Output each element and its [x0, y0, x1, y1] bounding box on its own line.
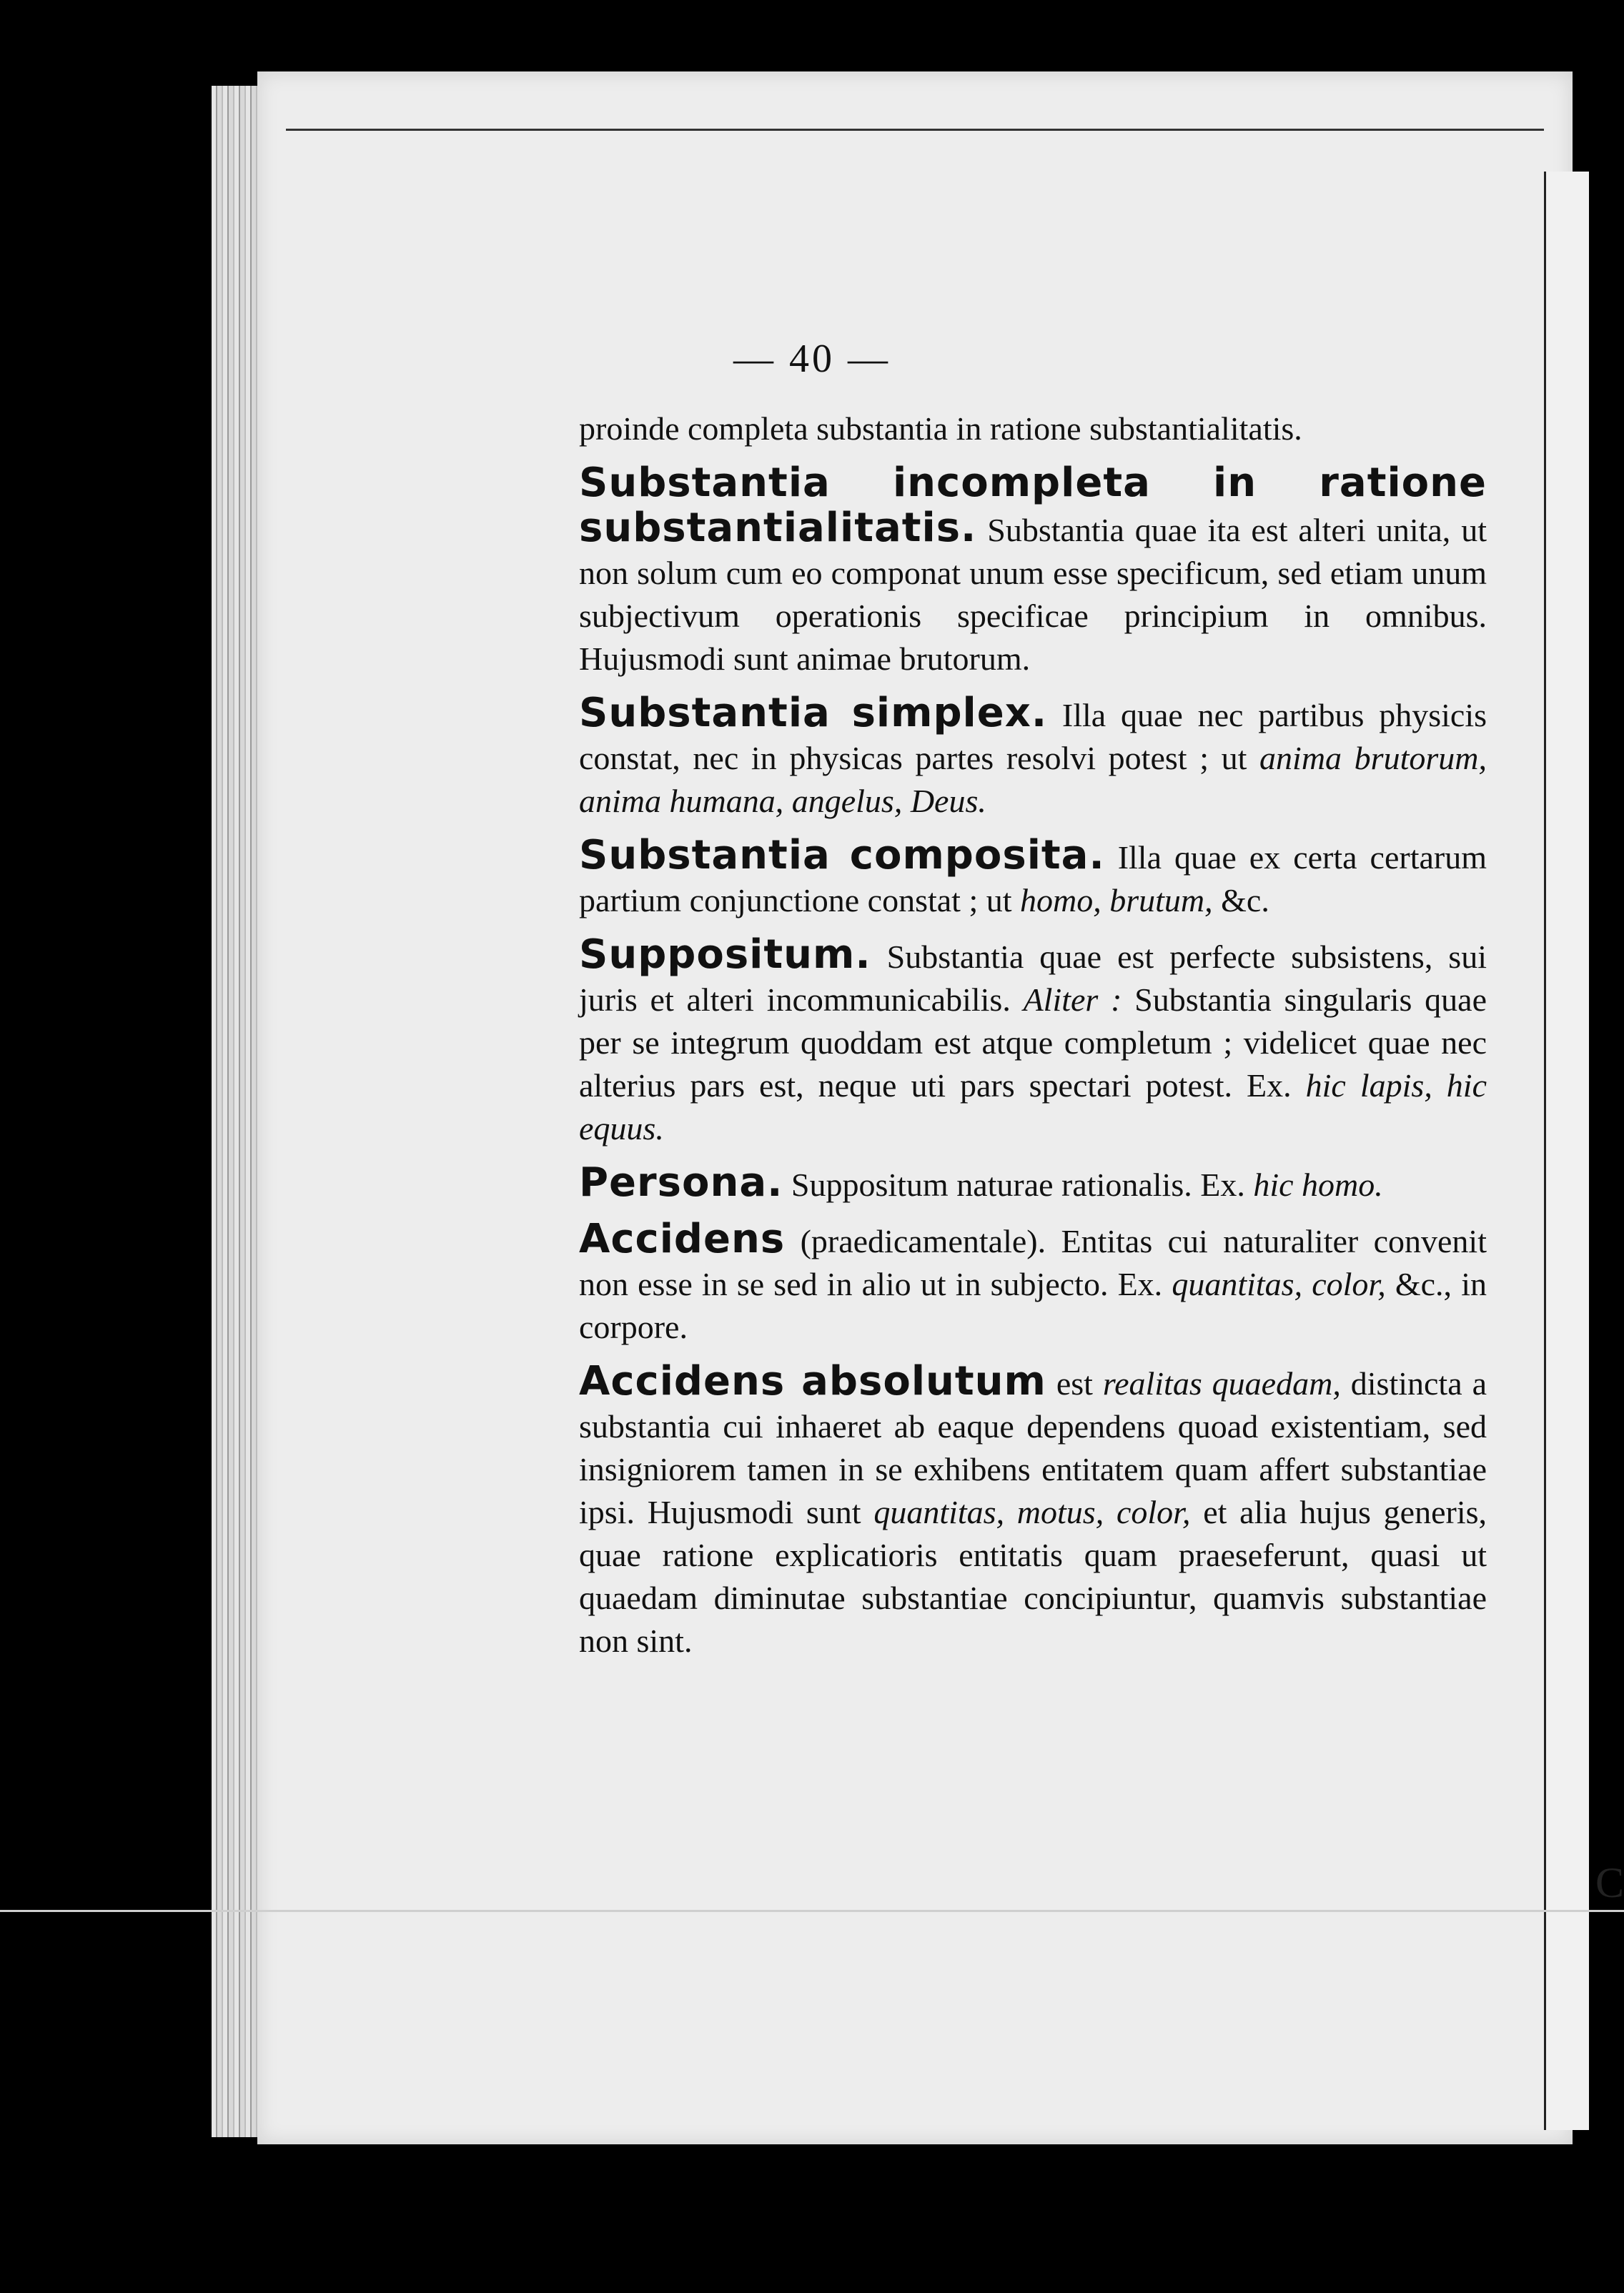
entry-substantia-simplex [579, 692, 1487, 823]
entry-italic: anima brutorum, anima humana, angelus, Deus. [579, 740, 1487, 819]
entry-accidens [579, 1218, 1487, 1349]
entry-term: Substantia incompleta in ratione substantialitatis. [579, 460, 1487, 551]
entry-text: Illa quae ex certa certarum partium conjunctione constat ; ut [579, 839, 1487, 918]
entry-text: Illa quae nec partibus physicis constat, nec in physicas partes resolvi potest ; ut [579, 697, 1487, 776]
facing-page-char: C [1595, 1859, 1624, 1906]
page-number: — 40 — [733, 337, 891, 381]
page-text [579, 407, 1487, 1674]
entry-substantia-incompleta [579, 462, 1487, 680]
entry-accidens-absolutum [579, 1360, 1487, 1663]
entry-persona [579, 1159, 1487, 1207]
entry-term: Accidens absolutum [579, 1358, 1046, 1405]
entry-term: Persona. [579, 1159, 783, 1206]
entry-text: Substantia quae est perfecte subsistens, sui juris et alteri incommunicabilis. [579, 939, 1487, 1018]
scan-line [0, 1910, 1624, 1912]
entry-text: Substantia quae ita est alteri unita, ut non solum cum eo componat unum esse specificum, sed etiam unum subjectivum operationis specificae principium in omnibus. Hujusmodi sunt animae brutorum. [579, 512, 1487, 677]
entry-text-tail: &c. [1212, 882, 1269, 918]
entry-suppositum [579, 933, 1487, 1150]
entry-text: Suppositum naturae rationalis. Ex. [783, 1167, 1254, 1203]
entry-term: Accidens [579, 1216, 786, 1262]
entry-term: Substantia composita. [579, 832, 1105, 878]
entry-text: (praedicamentale). Entitas cui naturaliter convenit non esse in se sed in alio ut in subjecto. Ex. [579, 1223, 1487, 1302]
entry-text: est [1046, 1365, 1103, 1402]
entry-italic: realitas quaedam, [1102, 1365, 1341, 1402]
entry-substantia-composita [579, 834, 1487, 922]
entry-italic: Aliter : [1023, 981, 1122, 1018]
entry-text-mid: distincta a substantia cui inhaeret ab eaque dependens quoad existentiam, sed insigniorem tamen in se exhibens entitatem quam affert substantiae ipsi. Hujusmodi sunt [579, 1365, 1487, 1530]
entry-italic: hic homo. [1253, 1167, 1383, 1203]
entry-term: Suppositum. [579, 931, 871, 978]
entry-text-mid: Substantia singularis quae per se integrum quoddam est atque completum ; videlicet quae nec alterius pars est, neque uti pars spectari potest. Ex. [579, 981, 1487, 1104]
entry-italic-second: quantitas, motus, color, [873, 1494, 1191, 1530]
intro-paragraph: proinde completa substantia in ratione substantialitatis. [579, 410, 1302, 447]
entry-text-tail: et alia hujus generis, quae ratione explicatioris entitatis quam praeseferunt, quasi ut quaedam diminutae substantiae concipiuntur, quamvis substantiae non sint. [579, 1494, 1487, 1659]
entry-term: Substantia simplex. [579, 690, 1048, 736]
entry-italic: homo, brutum, [1020, 882, 1213, 918]
entry-italic: quantitas, color, [1172, 1266, 1386, 1302]
entry-italic-tail: hic lapis, hic equus. [579, 1067, 1487, 1146]
facing-page-edge [1544, 172, 1589, 2130]
entry-text-tail: &c., in corpore. [579, 1266, 1487, 1345]
